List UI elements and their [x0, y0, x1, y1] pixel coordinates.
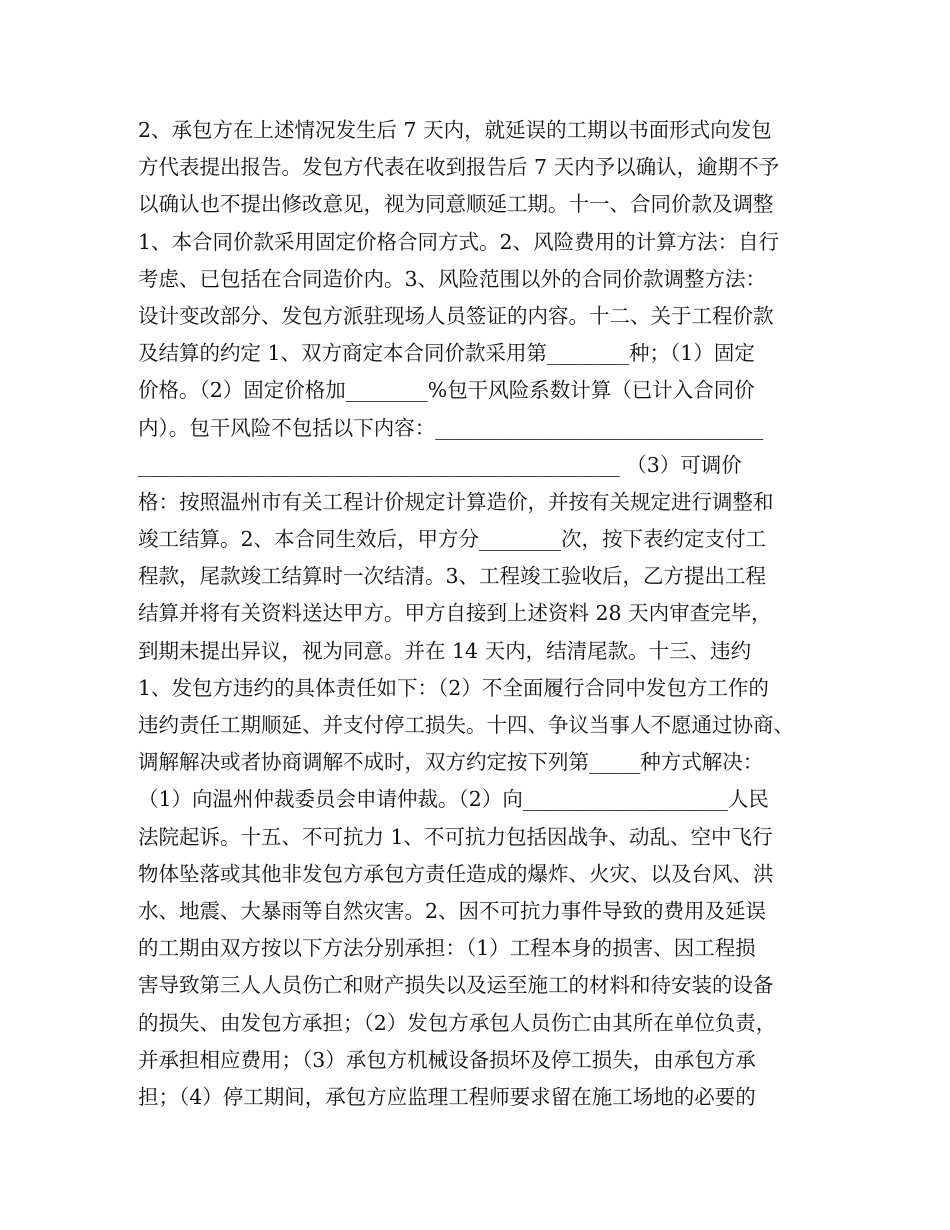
text-line-16: 1、发包方违约的具体责任如下：（2）不全面履行合同中发包方工作的: [138, 675, 769, 700]
text-line-03: 以确认也不提出修改意见，视为同意顺延工期。十一、合同价款及调整: [138, 192, 774, 217]
text-line-25: 的损失、由发包方承担；（2）发包方承包人员伤亡由其所在单位负责，: [138, 1010, 777, 1035]
text-line-06: 设计变改部分、发包方派驻现场人员签证的内容。十二、关于工程价款: [138, 303, 774, 328]
text-line-26: 并承担相应费用；（3）承包方机械设备损坏及停工损失，由承包方承: [138, 1047, 756, 1072]
text-line-08: 价格。（2）固定价格加________%包干风险系数计算（已计入合同价: [138, 378, 755, 403]
text-line-02: 方代表提出报告。发包方代表在收到报告后 7 天内予以确认，逾期不予: [138, 155, 780, 180]
text-line-05: 考虑、已包括在合同造价内。3、风险范围以外的合同价款调整方法：: [138, 266, 767, 291]
text-line-22: 水、地震、大暴雨等自然灾害。2、因不可抗力事件导致的费用及延误: [138, 898, 767, 923]
text-line-14: 结算并将有关资料送达甲方。甲方自接到上述资料 28 天内审查完毕，: [138, 601, 772, 626]
contract-text-block: [138, 112, 818, 1116]
text-line-07: 及结算的约定 1、双方商定本合同价款采用第________种；（1）固定: [138, 341, 755, 366]
text-line-18: 调解解决或者协商调解不成时，双方约定按下列第_____种方式解决：: [138, 750, 764, 775]
text-line-12: 竣工结算。2、本合同生效后，甲方分________次，按下表约定支付工: [138, 527, 767, 552]
text-line-19: （1）向温州仲裁委员会申请仲裁。（2）向____________________人民: [138, 787, 769, 812]
text-line-10: _______________________________________________ （3）可调价: [138, 452, 742, 477]
text-line-09: 内）。包干风险不包括以下内容：________________________________: [138, 415, 764, 440]
text-line-23: 的工期由双方按以下方法分别承担：（1）工程本身的损害、因工程损: [138, 936, 756, 961]
text-line-11: 格：按照温州市有关工程计价规定计算造价，并按有关规定进行调整和: [138, 489, 774, 514]
text-line-21: 物体坠落或其他非发包方承包方责任造成的爆炸、火灾、以及台风、洪: [138, 861, 774, 886]
text-line-13: 程款，尾款竣工结算时一次结清。3、工程竣工验收后，乙方提出工程: [138, 564, 767, 589]
text-line-01: 2、承包方在上述情况发生后 7 天内，就延误的工期以书面形式向发包: [138, 118, 772, 142]
text-line-20: 法院起诉。十五、不可抗力 1、不可抗力包括因战争、动乱、空中飞行: [138, 824, 773, 849]
text-line-24: 害导致第三人人员伤亡和财产损失以及运至施工的材料和待安装的设备: [138, 973, 774, 998]
text-line-27: 担；（4）停工期间，承包方应监理工程师要求留在施工场地的必要的: [138, 1084, 756, 1109]
text-line-04: 1、本合同价款采用固定价格合同方式。2、风险费用的计算方法：自行: [138, 229, 780, 254]
text-line-17: 违约责任工期顺延、并支付停工损失。十四、争议当事人不愿通过协商、: [138, 713, 794, 737]
text-line-15: 到期未提出异议，视为同意。并在 14 天内，结清尾款。十三、违约: [138, 638, 752, 663]
